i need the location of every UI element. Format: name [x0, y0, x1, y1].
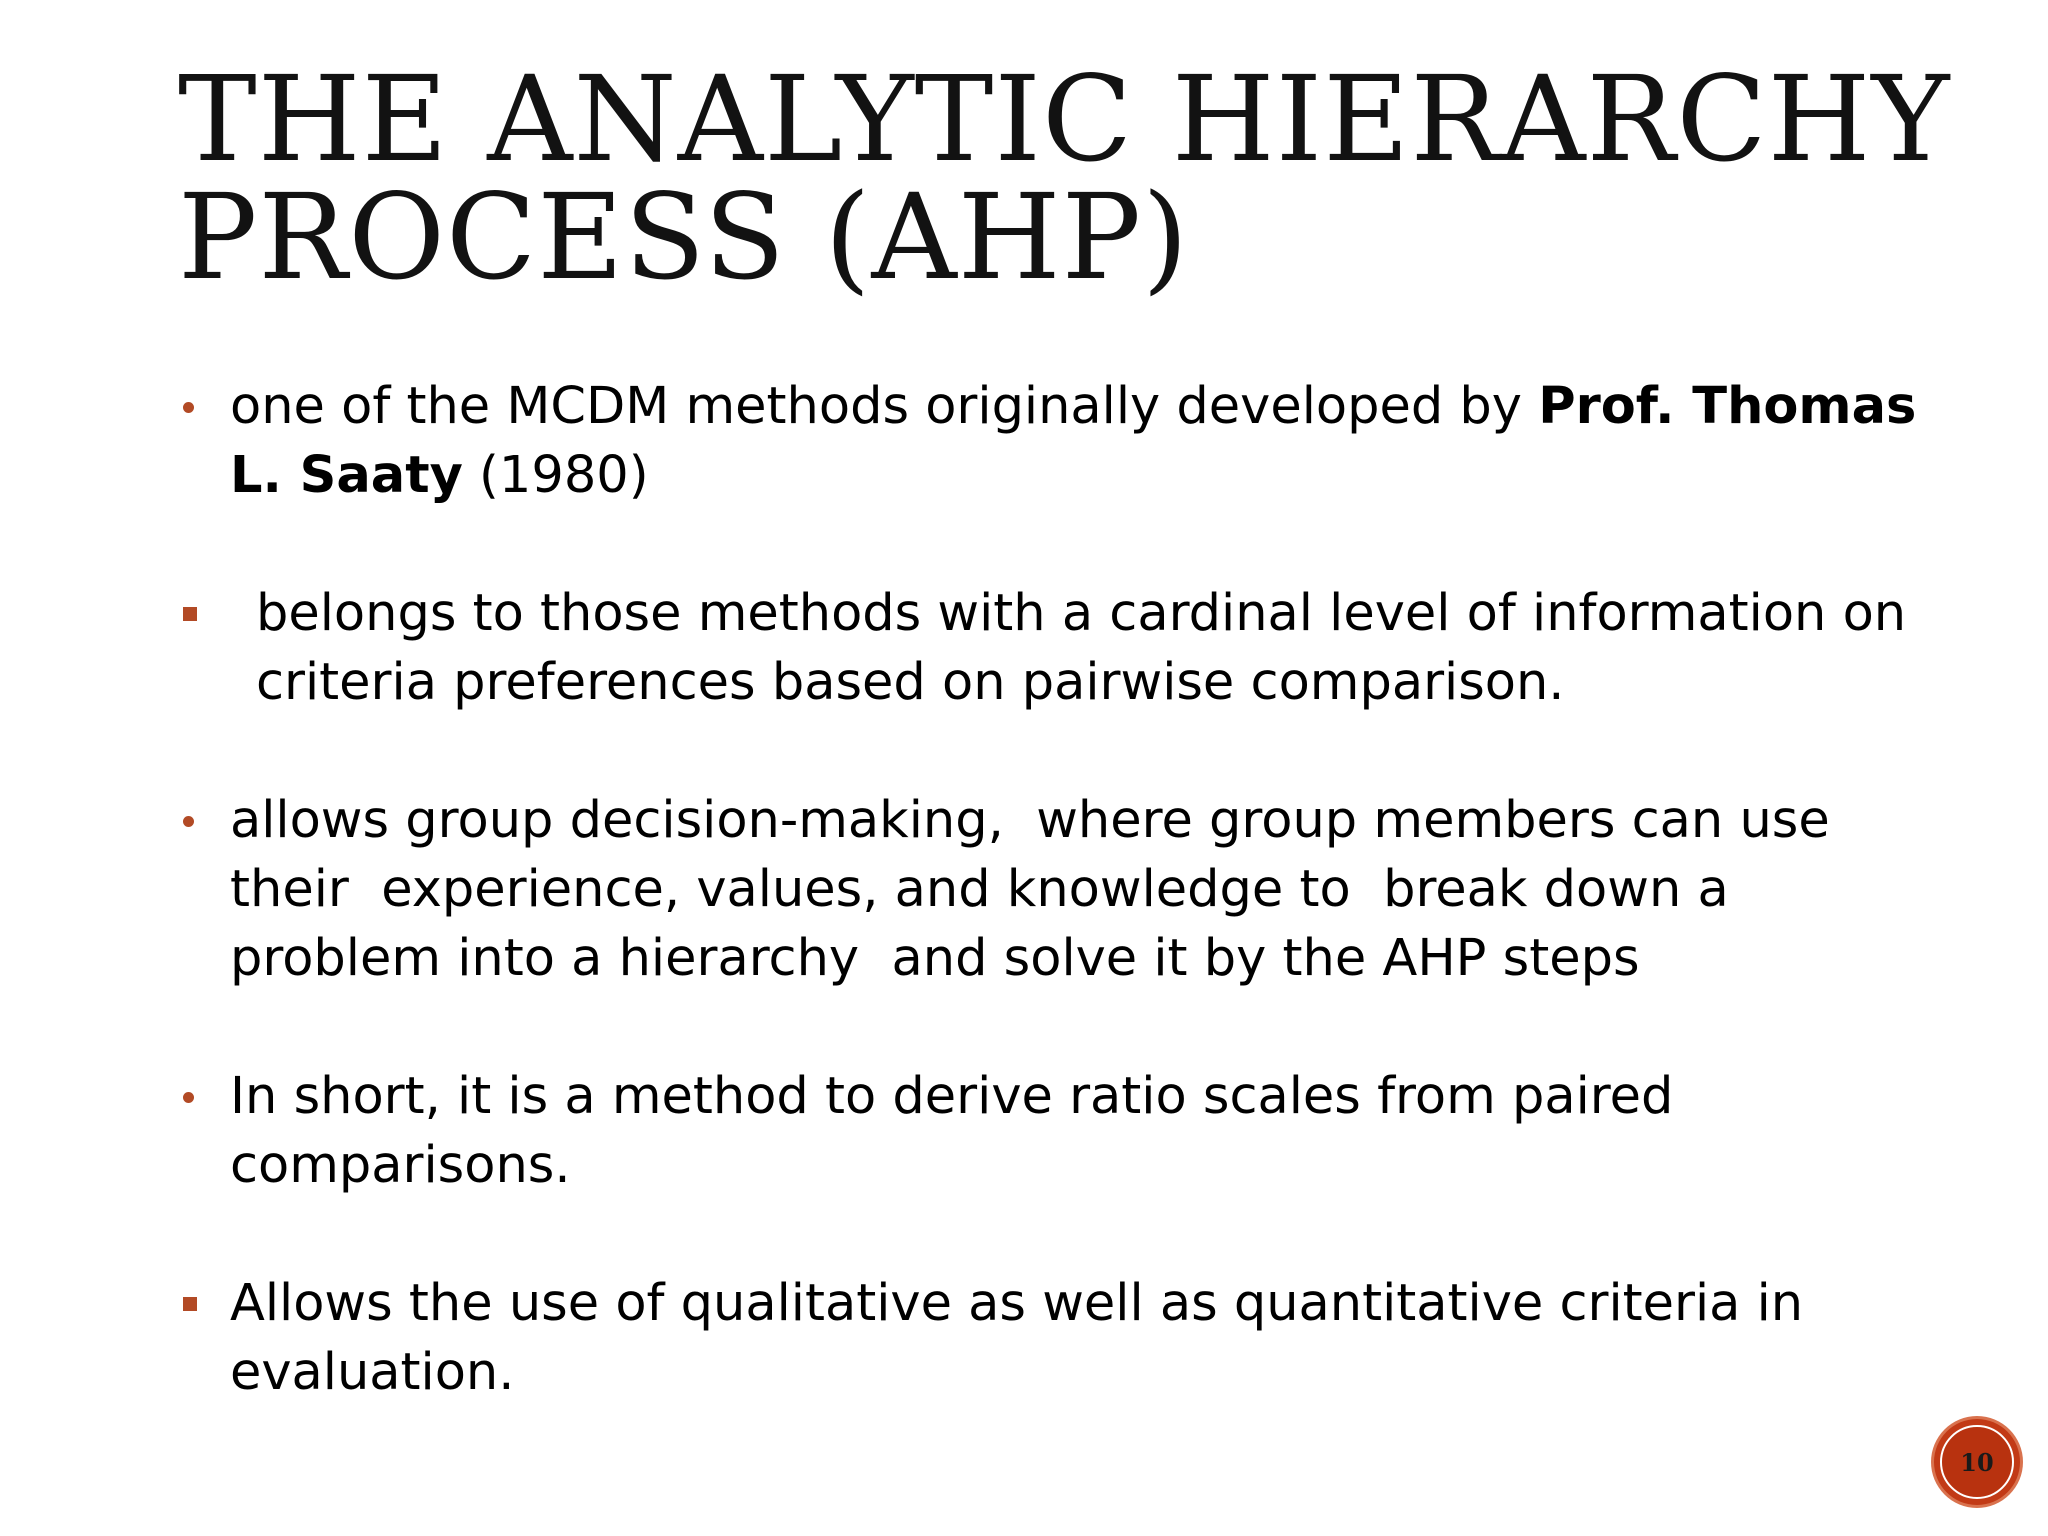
bullet-text-after: (1980)	[462, 446, 649, 505]
page-number-badge-inner	[1940, 1425, 2014, 1499]
slide-title-line-1: THE ANALYTIC HIERARCHY	[178, 50, 1951, 188]
bullet-item-3	[178, 786, 1938, 993]
bullet-text: one of the MCDM methods originally developed by	[230, 377, 1539, 436]
bullet-square-icon	[183, 1297, 197, 1311]
slide-title-line-2: PROCESS (AHP)	[178, 168, 1190, 306]
slide-title	[178, 50, 1978, 306]
bullet-dot-icon	[183, 1092, 194, 1103]
bullet-bold-text: Prof. Thomas L. Saaty	[230, 377, 1917, 505]
page-number: 10	[1960, 1447, 1994, 1477]
bullet-dot-icon	[183, 402, 194, 413]
bullet-list	[178, 372, 1938, 1407]
bullet-square-icon	[183, 607, 197, 621]
bullet-item-5	[178, 1269, 1938, 1407]
bullet-text: belongs to those methods with a cardinal level of information on criteria preferences based on pairwise comparison.	[256, 584, 1907, 712]
bullet-item-2	[178, 579, 1938, 717]
bullet-text: allows group decision-making, where group members can use their experience, values, and knowledge to break down a problem into a hierarchy and solve it by the AHP steps	[230, 791, 1846, 988]
bullet-text: Allows the use of qualitative as well as quantitative criteria in evaluation.	[230, 1274, 1804, 1402]
bullet-item-4	[178, 1062, 1938, 1200]
bullet-dot-icon	[183, 816, 194, 827]
page-number-badge	[1934, 1419, 2020, 1505]
bullet-item-1	[178, 372, 1938, 510]
bullet-text: In short, it is a method to derive ratio scales from paired comparisons.	[230, 1067, 1674, 1195]
